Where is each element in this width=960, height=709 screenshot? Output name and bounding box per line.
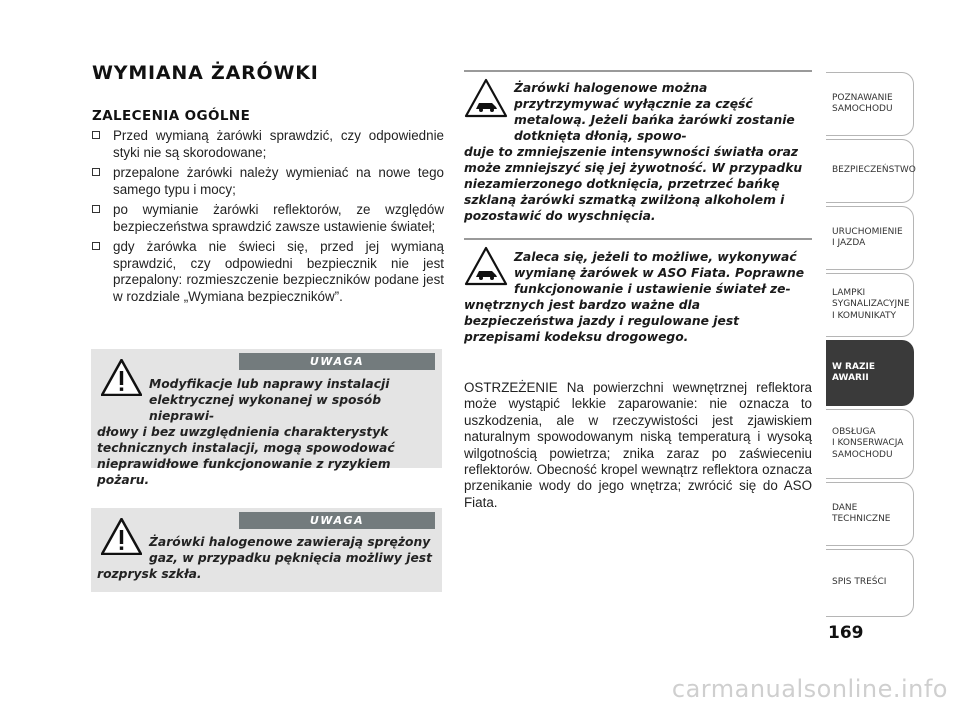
warning-box-halogen bbox=[91, 508, 442, 592]
warning-text-indented: Modyfikacje lub naprawy instalacji elektrycznej wykonanej w sposób nieprawi- bbox=[149, 377, 390, 423]
tab-label: LAMPKI SYGNALIZACYJNE I KOMUNIKATY bbox=[832, 287, 910, 321]
divider bbox=[464, 238, 812, 240]
tab-label: OBSŁUGA I KONSERWACJA SAMOCHODU bbox=[832, 426, 904, 460]
page-title: WYMIANA ŻARÓWKI bbox=[92, 62, 319, 84]
tab-w-razie-awarii[interactable] bbox=[826, 340, 914, 406]
warning-box-wiring bbox=[91, 349, 442, 487]
bullet-list bbox=[92, 128, 444, 309]
warning-band: UWAGA bbox=[239, 512, 435, 529]
halogen-handling-note bbox=[464, 80, 812, 224]
checkbox-bullet-icon bbox=[92, 131, 100, 139]
bullet-text: po wymianie żarówki reflektorów, ze względów bezpieczeństwa sprawdzić zawsze ustawienie świateł; bbox=[113, 202, 444, 234]
checkbox-bullet-icon bbox=[92, 205, 100, 213]
warning-text bbox=[97, 534, 435, 582]
checkbox-bullet-icon bbox=[92, 168, 100, 176]
tab-label: BEZPIECZEŃSTWO bbox=[832, 165, 916, 176]
tab-label: URUCHOMIENIE I JAZDA bbox=[832, 226, 903, 248]
bullet-text: Przed wymianą żarówki sprawdzić, czy odpowiednie styki nie są skorodowane; bbox=[113, 128, 444, 160]
tab-dane-techniczne[interactable] bbox=[826, 482, 914, 546]
page-number: 169 bbox=[828, 623, 864, 643]
bullet-item bbox=[92, 239, 444, 305]
tab-obsluga-i-konserwacja[interactable] bbox=[826, 409, 914, 479]
tab-label: DANE TECHNICZNE bbox=[832, 502, 891, 524]
tab-label: W RAZIE AWARII bbox=[832, 361, 875, 383]
warning-text bbox=[97, 376, 435, 488]
tab-lampki-sygnalizacyjne[interactable] bbox=[826, 273, 914, 337]
bullet-text: gdy żarówka nie świeci się, przed jej wymianą sprawdzić, czy odpowiedni bezpiecznik nie jest przepalony: rozmieszczenie bezpieczników podane jest w rozdziale „Wymiana bezpieczników”. bbox=[113, 239, 444, 304]
warning-text-rest: rozprysk szkła. bbox=[97, 567, 202, 581]
condensation-paragraph: OSTRZEŻENIE Na powierzchni wewnętrznej reflektora może wystąpić lekkie zaparowanie: nie oznacza to uszkodzenia, ale w rzeczywistości jest zjawiskiem naturalnym spowodowanym niską temperaturą i wysoką wilgotnością powietrza; znika zaraz po zaświeceniu reflektorów. Obecność kropel wewnątrz reflektora oznacza przenikanie wody do jego wnętrza; zwrócić się do ASO Fiata. bbox=[464, 380, 812, 510]
tab-uruchomienie-i-jazda[interactable] bbox=[826, 206, 914, 270]
checkbox-bullet-icon bbox=[92, 242, 100, 250]
tab-label: SPIS TREŚCI bbox=[832, 577, 887, 588]
bullet-item bbox=[92, 165, 444, 198]
note-text-indented: Zaleca się, jeżeli to możliwe, wykonywać wymianę żarówek w ASO Fiata. Poprawne funkcjonowanie i ustawienie świateł ze- bbox=[514, 250, 805, 296]
tab-bezpieczenstwo[interactable] bbox=[826, 139, 914, 203]
note-text-rest: duje to zmniejszenie intensywności światła oraz może zmniejszyć się jej żywotność. W przypadku niezamierzonego dotknięcia, przetrzeć bańkę szklaną żarówki szmatką zwilżoną alkoholem i pozostawić do wyschnięcia. bbox=[464, 145, 803, 223]
warning-band: UWAGA bbox=[239, 353, 435, 370]
watermark: carmanualsonline.info bbox=[671, 675, 948, 703]
warning-text-indented: Żarówki halogenowe zawierają sprężony gaz, w przypadku pęknięcia możliwy jest bbox=[149, 535, 432, 565]
bullet-item bbox=[92, 128, 444, 161]
note-text-indented: Żarówki halogenowe można przytrzymywać wyłącznie za część metalową. Jeżeli bańka żarówki zostanie dotknięta dłonią, spowo- bbox=[514, 81, 795, 143]
note-text-rest: wnętrznych jest bardzo ważne dla bezpieczeństwa jazdy i regulowane jest przepisami kodeksu drogowego. bbox=[464, 298, 740, 344]
section-subtitle: ZALECENIA OGÓLNE bbox=[92, 108, 251, 124]
bullet-text: przepalone żarówki należy wymieniać na nowe tego samego typu i mocy; bbox=[113, 165, 444, 197]
tab-spis-tresci[interactable] bbox=[826, 549, 914, 617]
bullet-item bbox=[92, 202, 444, 235]
aso-replacement-note bbox=[464, 249, 812, 345]
tab-label: POZNAWANIE SAMOCHODU bbox=[832, 92, 893, 114]
divider bbox=[464, 70, 812, 72]
tab-poznawanie-samochodu[interactable] bbox=[826, 72, 914, 136]
warning-text-rest: dłowy i bez uwzględnienia charakterystyk technicznych instalacji, mogą spowodować nieprawidłowe funkcjonowanie z ryzykiem pożaru. bbox=[97, 425, 395, 487]
